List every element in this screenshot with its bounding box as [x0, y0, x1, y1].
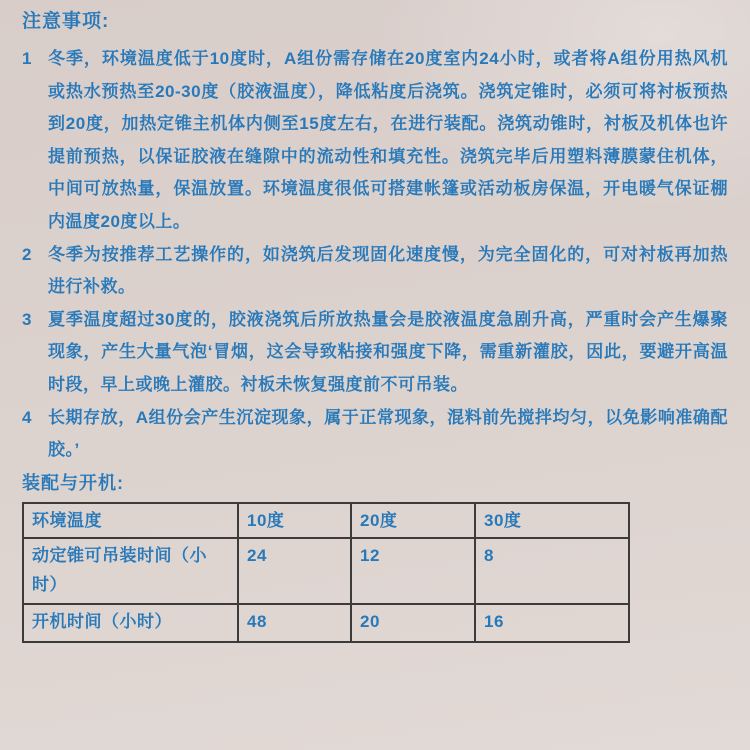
- note-number: 2: [22, 244, 32, 264]
- section-heading-assembly: 装配与开机:: [22, 472, 124, 493]
- table-cell: 20: [351, 604, 475, 642]
- page-title: 注意事项:: [22, 11, 110, 32]
- notes-list: [22, 43, 728, 467]
- table-header-cell: 10度: [238, 503, 351, 538]
- table-row-label: 动定锥可吊装时间（小时）: [23, 538, 238, 604]
- table-header-row: [23, 503, 629, 538]
- table-header-cell: 30度: [475, 503, 629, 538]
- note-item: [22, 43, 728, 239]
- note-item: [22, 304, 728, 402]
- table-header-cell: 20度: [351, 503, 475, 538]
- table-cell: 48: [238, 604, 351, 642]
- note-text: 冬季为按推荐工艺操作的，如浇筑后发现固化速度慢，为完全固化的，可对衬板再加热进行补救。: [48, 244, 728, 297]
- assembly-startup-table: [22, 502, 630, 643]
- note-item: [22, 402, 728, 467]
- table-header-cell: 环境温度: [23, 503, 238, 538]
- table-cell: 8: [475, 538, 629, 604]
- note-text: 冬季，环境温度低于10度时，A组份需存储在20度室内24小时，或者将A组份用热风机或热水预热至20-30度（胶液温度），降低粘度后浇筑。浇筑定锥时，必须可将衬板预热到20度，加热定锥主机体内侧至15度左右，在进行装配。浇筑动锥时，衬板及机体也许提前预热，以保证胶液在缝隙中的流动性和填充性。浇筑完毕后用塑料薄膜蒙住机体，中间可放热量，保温放置。环境温度很低可搭建帐篷或活动板房保温，开电暖气保证棚内温度20度以上。: [48, 49, 728, 231]
- table-row: [23, 604, 629, 642]
- table-row-label: 开机时间（小时）: [23, 604, 238, 642]
- table-cell: 24: [238, 538, 351, 604]
- note-number: 3: [22, 309, 32, 329]
- table-cell: 12: [351, 538, 475, 604]
- note-number: 1: [22, 49, 32, 68]
- note-number: 4: [22, 407, 32, 427]
- table-row: [23, 538, 629, 604]
- note-text: 长期存放，A组份会产生沉淀现象，属于正常现象，混料前先搅拌均匀，以免影响准确配胶。’: [48, 407, 728, 460]
- table-cell: 16: [475, 604, 629, 642]
- note-text: 夏季温度超过30度的，胶液浇筑后所放热量会是胶液温度急剧升高，严重时会产生爆聚现象，产生大量气泡‘冒烟，这会导致粘接和强度下降，需重新灌胶，因此，要避开高温时段，早上或晚上灌胶。衬板未恢复强度前不可吊装。: [48, 309, 728, 394]
- note-item: [22, 239, 728, 304]
